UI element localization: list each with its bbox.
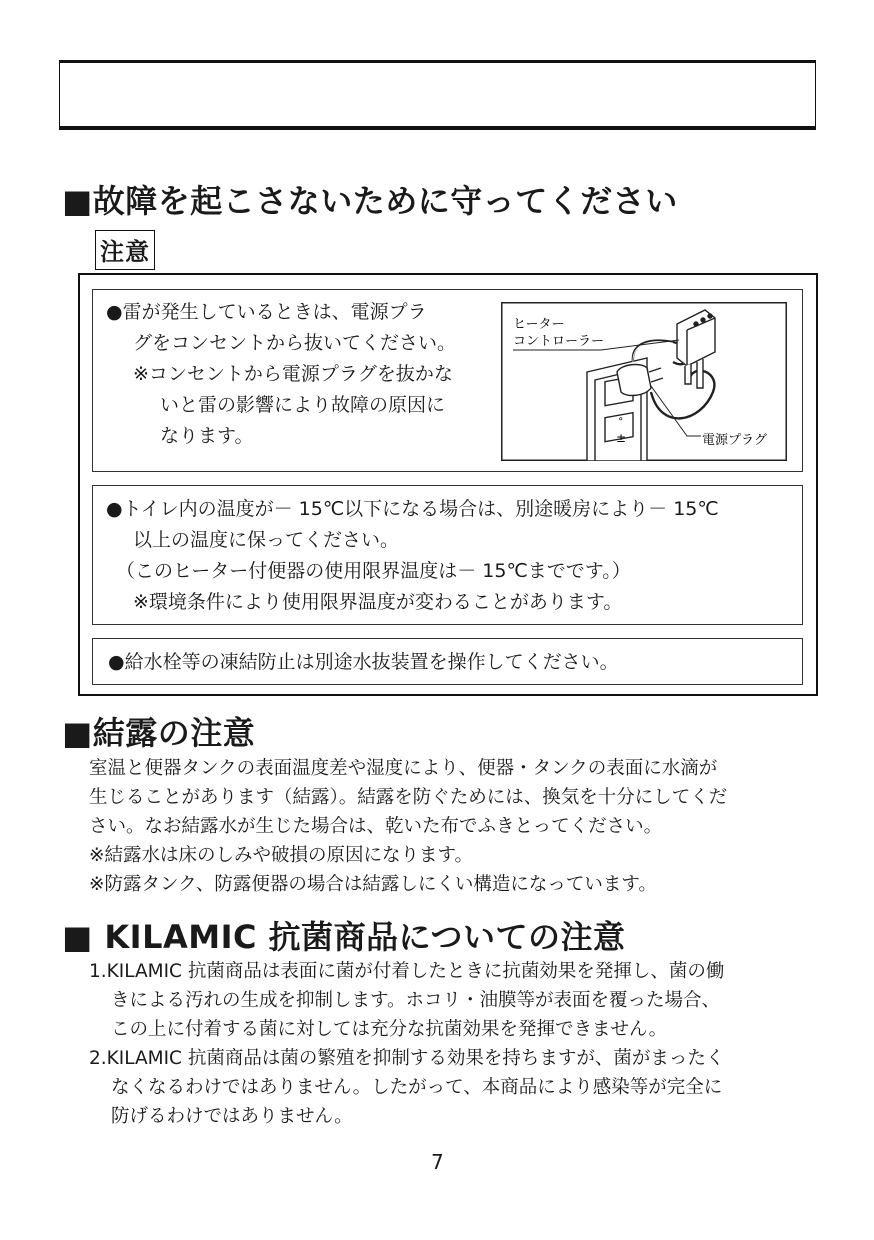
label-controller: コントローラー — [513, 334, 605, 349]
svg-text:⚬: ⚬ — [617, 415, 625, 425]
lightning-line-2: グをコンセントから抜いてください。 — [133, 332, 457, 354]
lightning-note-line-2: いと雷の影響により故障の原因に — [160, 394, 446, 416]
label-heater: ヒーター — [513, 317, 565, 332]
temperature-line-4: ※環境条件により使用限界温度が変わることがあります。 — [133, 591, 623, 613]
antibacterial-line-6: 防げるわけではありません。 — [111, 1106, 353, 1127]
freeze-line: ●給水栓等の凍結防止は別途水抜装置を操作してください。 — [108, 651, 619, 673]
header-blank-box — [59, 60, 816, 130]
antibacterial-line-4: 2.KILAMIC 抗菌商品は菌の繁殖を抑制する効果を持ちますが、菌がまったく — [89, 1048, 725, 1069]
condensation-line-4: ※結露水は床のしみや破損の原因になります。 — [89, 845, 474, 866]
lightning-note-line-1: ※コンセントから電源プラグを抜かな — [133, 363, 453, 385]
label-power-plug: 電源プラグ — [702, 433, 768, 448]
page-number: 7 — [431, 1150, 444, 1174]
svg-text:±: ± — [616, 431, 627, 445]
antibacterial-line-5: なくなるわけではありません。したがって、本商品により感染等が完全に — [111, 1077, 723, 1098]
caution-label: 注意 — [95, 230, 155, 270]
antibacterial-line-1: 1.KILAMIC 抗菌商品は表面に菌が付着したときに抗菌効果を発揮し、菌の働 — [89, 961, 725, 982]
temperature-line-3: （このヒーター付便器の使用限界温度は－ 15℃までです。） — [116, 560, 631, 582]
condensation-line-1: 室温と便器タンクの表面温度差や湿度により、便器・タンクの表面に水滴が — [89, 758, 718, 779]
condensation-line-3: さい。なお結露水が生じた場合は、乾いた布でふきとってください。 — [89, 816, 663, 837]
antibacterial-line-3: この上に付着する菌に対しては充分な抗菌効果を発揮できません。 — [111, 1019, 668, 1040]
lightning-note-line-3: なります。 — [160, 425, 254, 447]
condensation-line-2: 生じることがあります（結露）。結露を防ぐためには、換気を十分にしてくだ — [89, 787, 728, 808]
condensation-line-5: ※防露タンク、防露便器の場合は結露しにくい構造になっています。 — [89, 874, 657, 895]
temperature-line-2: 以上の温度に保ってください。 — [133, 529, 400, 551]
temperature-line-1: ●トイレ内の温度が－ 15℃以下になる場合は、別途暖房により－ 15℃ — [106, 498, 719, 520]
section-title-malfunction: ■故障を起こさないために守ってください — [62, 182, 678, 220]
section-title-antibacterial: ■ KILAMIC 抗菌商品についての注意 — [62, 918, 626, 956]
heater-controller-illustration — [501, 302, 787, 461]
antibacterial-line-2: きによる汚れの生成を抑制します。ホコリ・油膜等が表面を覆った場合、 — [111, 990, 721, 1011]
lightning-line-1: ●雷が発生しているときは、電源プラ — [106, 301, 427, 323]
section-title-condensation: ■結露の注意 — [62, 714, 256, 752]
